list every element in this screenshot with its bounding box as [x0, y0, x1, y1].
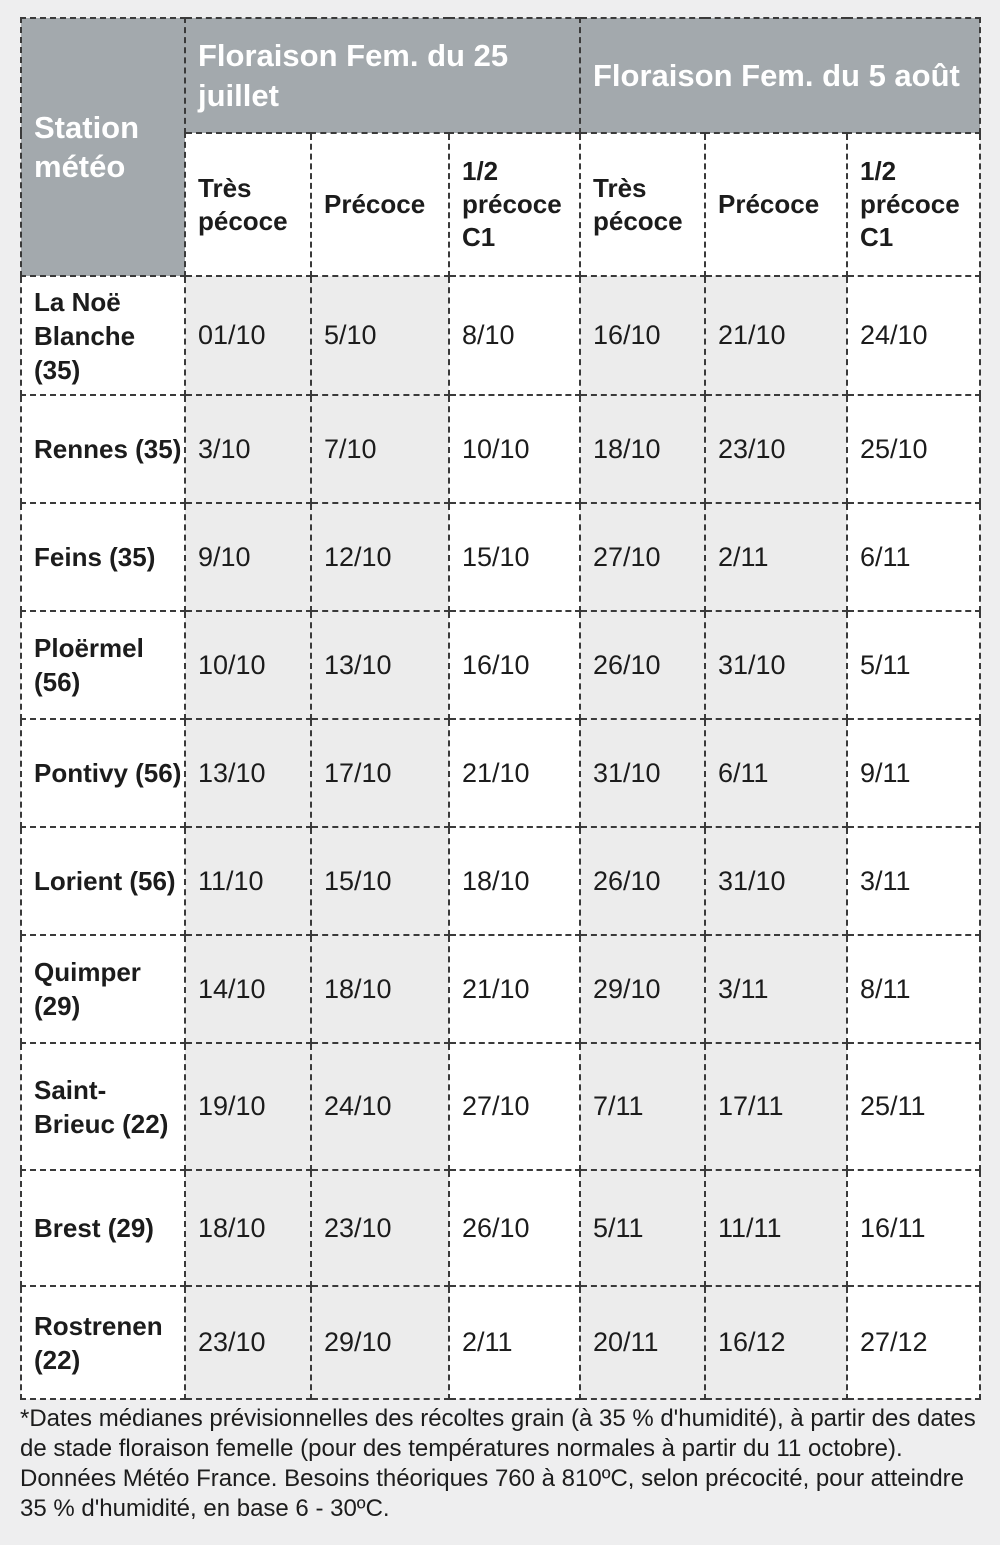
harvest-date-cell: 5/11	[847, 611, 980, 719]
harvest-date-cell: 27/10	[449, 1043, 580, 1170]
harvest-date-cell: 26/10	[449, 1170, 580, 1286]
harvest-date-cell: 01/10	[185, 276, 311, 395]
harvest-date-cell: 16/10	[580, 276, 705, 395]
harvest-date-cell: 23/10	[705, 395, 847, 503]
harvest-date-cell: 26/10	[580, 827, 705, 935]
harvest-date-cell: 7/10	[311, 395, 449, 503]
harvest-date-cell: 3/11	[847, 827, 980, 935]
harvest-date-cell: 5/10	[311, 276, 449, 395]
sub-header-demi-precoce: 1/2 précoce C1	[449, 133, 580, 276]
table-row	[21, 1043, 980, 1170]
group-header-25-juillet: Floraison Fem. du 25 juillet	[185, 18, 580, 133]
sub-header-precoce: Précoce	[705, 133, 847, 276]
harvest-date-cell: 26/10	[580, 611, 705, 719]
harvest-date-cell: 31/10	[580, 719, 705, 827]
harvest-date-cell: 25/10	[847, 395, 980, 503]
harvest-date-cell: 16/11	[847, 1170, 980, 1286]
harvest-date-cell: 23/10	[311, 1170, 449, 1286]
harvest-date-cell: 11/11	[705, 1170, 847, 1286]
harvest-date-cell: 2/11	[705, 503, 847, 611]
harvest-date-cell: 15/10	[449, 503, 580, 611]
harvest-date-cell: 3/11	[705, 935, 847, 1043]
harvest-date-cell: 27/10	[580, 503, 705, 611]
station-name: Lorient (56)	[21, 827, 185, 935]
table-row	[21, 935, 980, 1043]
station-name: Quimper (29)	[21, 935, 185, 1043]
station-name: Saint-Brieuc (22)	[21, 1043, 185, 1170]
harvest-date-cell: 17/11	[705, 1043, 847, 1170]
harvest-date-cell: 21/10	[449, 719, 580, 827]
harvest-date-cell: 2/11	[449, 1286, 580, 1399]
harvest-date-cell: 29/10	[311, 1286, 449, 1399]
footnote: *Dates médianes prévisionnelles des récoltes grain (à 35 % d'humidité), à partir des dates de stade floraison femelle (pour des températures normales à partir du 11 octobre). Données Météo France. Besoins théoriques 760 à 810ºC, selon précocité, pour atteindre 35 % d'humidité, en base 6 - 30ºC.	[20, 1405, 976, 1522]
station-name: Feins (35)	[21, 503, 185, 611]
sub-header-precoce: Précoce	[311, 133, 449, 276]
table-row	[21, 395, 980, 503]
group-header-row	[21, 18, 980, 133]
harvest-date-cell: 12/10	[311, 503, 449, 611]
station-name: Brest (29)	[21, 1170, 185, 1286]
table-row	[21, 611, 980, 719]
group-header-5-aout: Floraison Fem. du 5 août	[580, 18, 980, 133]
harvest-date-cell: 25/11	[847, 1043, 980, 1170]
station-name: Rennes (35)	[21, 395, 185, 503]
harvest-date-cell: 13/10	[311, 611, 449, 719]
harvest-date-cell: 9/10	[185, 503, 311, 611]
harvest-date-cell: 16/10	[449, 611, 580, 719]
harvest-date-cell: 20/11	[580, 1286, 705, 1399]
harvest-date-cell: 5/11	[580, 1170, 705, 1286]
harvest-date-cell: 18/10	[580, 395, 705, 503]
harvest-date-cell: 18/10	[311, 935, 449, 1043]
station-column-header: Station météo	[21, 18, 185, 276]
harvest-date-cell: 18/10	[185, 1170, 311, 1286]
harvest-date-cell: 13/10	[185, 719, 311, 827]
harvest-date-cell: 31/10	[705, 611, 847, 719]
harvest-date-cell: 9/11	[847, 719, 980, 827]
station-name: Pontivy (56)	[21, 719, 185, 827]
harvest-date-cell: 10/10	[185, 611, 311, 719]
harvest-date-cell: 27/12	[847, 1286, 980, 1399]
harvest-date-cell: 17/10	[311, 719, 449, 827]
harvest-date-cell: 6/11	[705, 719, 847, 827]
harvest-date-cell: 7/11	[580, 1043, 705, 1170]
harvest-date-cell: 21/10	[449, 935, 580, 1043]
harvest-date-cell: 19/10	[185, 1043, 311, 1170]
harvest-date-cell: 31/10	[705, 827, 847, 935]
station-name: La Noë Blanche (35)	[21, 276, 185, 395]
harvest-date-cell: 3/10	[185, 395, 311, 503]
harvest-date-cell: 21/10	[705, 276, 847, 395]
harvest-dates-table	[20, 17, 981, 1400]
table-row	[21, 1286, 980, 1399]
table-row	[21, 276, 980, 395]
station-name: Rostrenen (22)	[21, 1286, 185, 1399]
table-body	[21, 276, 980, 1399]
table-row	[21, 1170, 980, 1286]
sub-header-tres-precoce: Très pécoce	[185, 133, 311, 276]
harvest-date-cell: 16/12	[705, 1286, 847, 1399]
harvest-date-cell: 6/11	[847, 503, 980, 611]
harvest-date-cell: 11/10	[185, 827, 311, 935]
harvest-date-cell: 18/10	[449, 827, 580, 935]
harvest-date-cell: 14/10	[185, 935, 311, 1043]
harvest-date-cell: 8/10	[449, 276, 580, 395]
harvest-date-cell: 29/10	[580, 935, 705, 1043]
harvest-date-cell: 10/10	[449, 395, 580, 503]
harvest-date-cell: 15/10	[311, 827, 449, 935]
harvest-date-cell: 24/10	[311, 1043, 449, 1170]
harvest-date-cell: 23/10	[185, 1286, 311, 1399]
harvest-date-cell: 24/10	[847, 276, 980, 395]
table-row	[21, 719, 980, 827]
table-row	[21, 503, 980, 611]
station-name: Ploërmel (56)	[21, 611, 185, 719]
sub-header-tres-precoce: Très pécoce	[580, 133, 705, 276]
harvest-table-container	[20, 17, 979, 1400]
harvest-date-cell: 8/11	[847, 935, 980, 1043]
sub-header-demi-precoce: 1/2 précoce C1	[847, 133, 980, 276]
table-row	[21, 827, 980, 935]
